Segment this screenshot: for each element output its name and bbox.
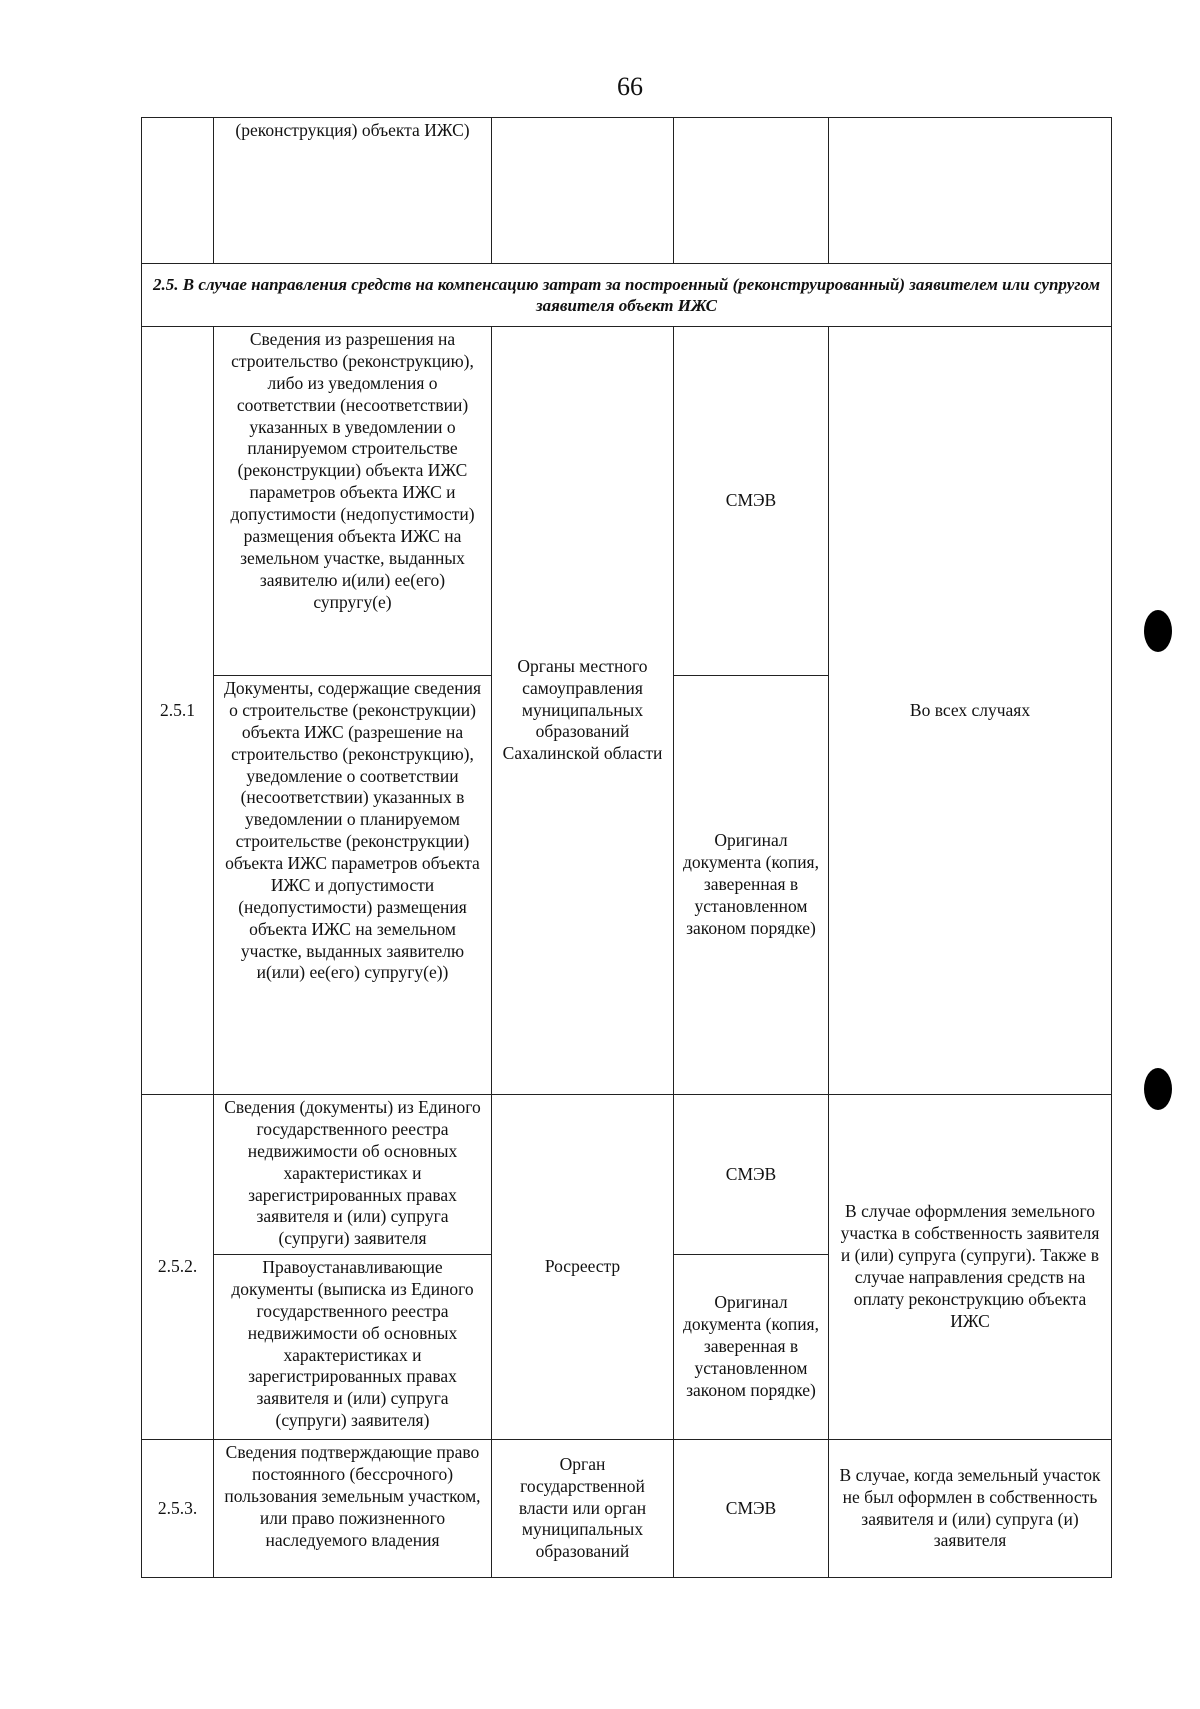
cell-source: Росреестр bbox=[492, 1095, 674, 1440]
cell-doc: Сведения подтверждающие право постоянного (бессрочного) пользования земельным участком, или право пожизненного наследуемого владения bbox=[214, 1440, 492, 1578]
punch-hole-top bbox=[1144, 610, 1172, 652]
table-row-2-5-1a bbox=[142, 327, 1112, 676]
cell-form-empty bbox=[674, 118, 829, 264]
table-row-2-5-2a bbox=[142, 1095, 1112, 1255]
section-header-row bbox=[142, 264, 1112, 327]
cell-doc-b: Правоустанавливающие документы (выписка из Единого государственного реестра недвижимости об основных характеристиках и зарегистрированных правах заявителя и (или) супруга (супруги) заявителя) bbox=[214, 1255, 492, 1440]
cell-source-empty bbox=[492, 118, 674, 264]
cell-condition: В случае оформления земельного участка в собственность заявителя и (или) супруга (супруги). Также в случае направления средств на оплату реконструкцию объекта ИЖС bbox=[829, 1095, 1112, 1440]
row-number: 2.5.1 bbox=[142, 327, 214, 1095]
cell-condition: В случае, когда земельный участок не был оформлен в собственность заявителя и (или) супруга (и) заявителя bbox=[829, 1440, 1112, 1578]
cell-num-empty bbox=[142, 118, 214, 264]
cell-source: Органы местного самоуправления муниципальных образований Сахалинской области bbox=[492, 327, 674, 1095]
punch-hole-bottom bbox=[1144, 1068, 1172, 1110]
cell-doc-a: Сведения из разрешения на строительство (реконструкцию), либо из уведомления о соответствии (несоответствии) указанных в уведомлении о планируемом строительстве (реконструкции) объекта ИЖС параметров объекта ИЖС и допустимости (недопустимости) размещения объекта ИЖС на земельном участке, выданных заявителю и(или) ее(его) супругу(е) bbox=[214, 327, 492, 676]
documents-table bbox=[141, 117, 1112, 1578]
cell-source: Орган государственной власти или орган муниципальных образований bbox=[492, 1440, 674, 1578]
cell-condition: Во всех случаях bbox=[829, 327, 1112, 1095]
row-number: 2.5.3. bbox=[142, 1440, 214, 1578]
cell-doc-b: Документы, содержащие сведения о строительстве (реконструкции) объекта ИЖС (разрешение на строительство (реконструкцию), уведомление о соответствии (несоответствии) указанных в уведомлении о планируемом строительстве (реконструкции) объекта ИЖС параметров объекта ИЖС и допустимости (недопустимости) размещения объекта ИЖС на земельном участке, выданных заявителю и(или) ее(его) супругу(е)) bbox=[214, 676, 492, 1095]
cell-doc: (реконструкция) объекта ИЖС) bbox=[214, 118, 492, 264]
row-number: 2.5.2. bbox=[142, 1095, 214, 1440]
cell-doc-a: Сведения (документы) из Единого государственного реестра недвижимости об основных характеристиках и зарегистрированных правах заявителя и (или) супруга (супруги) заявителя bbox=[214, 1095, 492, 1255]
cell-condition-empty bbox=[829, 118, 1112, 264]
table-row-2-5-3 bbox=[142, 1440, 1112, 1578]
section-title: 2.5. В случае направления средств на компенсацию затрат за построенный (реконструированный) заявителем или супругом заявителя объект ИЖС bbox=[142, 264, 1112, 327]
table-row-continuation bbox=[142, 118, 1112, 264]
page-number: 66 bbox=[617, 72, 643, 101]
cell-form-a: СМЭВ bbox=[674, 1095, 829, 1255]
cell-form-a: СМЭВ bbox=[674, 327, 829, 676]
cell-form-b: Оригинал документа (копия, заверенная в установленном законом порядке) bbox=[674, 676, 829, 1095]
cell-form-b: Оригинал документа (копия, заверенная в установленном законом порядке) bbox=[674, 1255, 829, 1440]
cell-form: СМЭВ bbox=[674, 1440, 829, 1578]
